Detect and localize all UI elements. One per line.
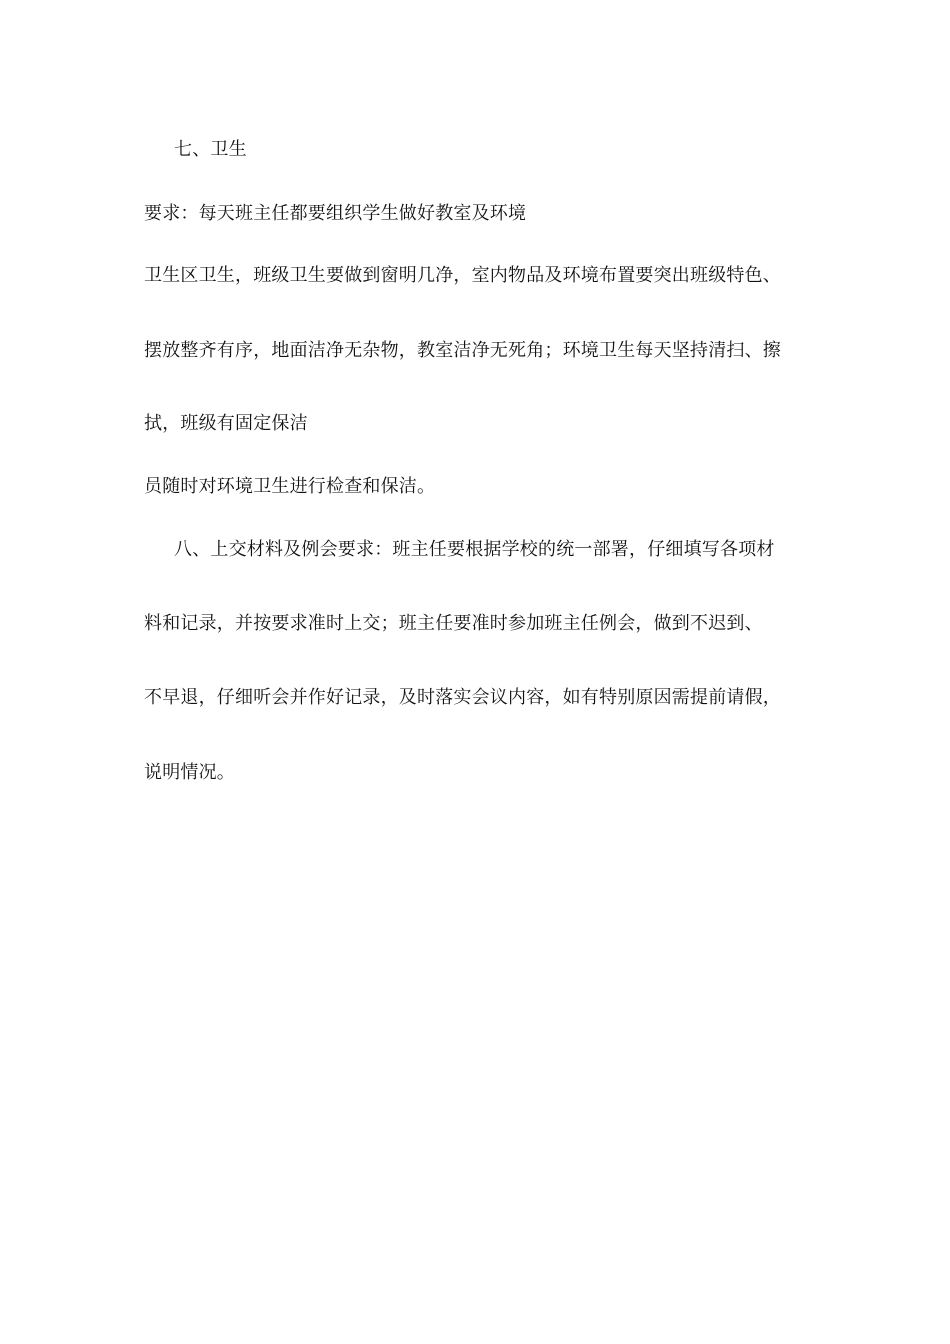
section-7-heading: 七、卫生 bbox=[174, 139, 247, 160]
section-7-line-1: 要求：每天班主任都要组织学生做好教室及环境 bbox=[144, 203, 527, 224]
section-7-line-3: 摆放整齐有序，地面洁净无杂物，教室洁净无死角；环境卫生每天坚持清扫、擦 bbox=[144, 340, 781, 361]
section-7-line-4: 拭，班级有固定保洁 bbox=[144, 413, 308, 434]
section-8-line-4: 说明情况。 bbox=[144, 762, 235, 783]
section-8-line-2: 料和记录，并按要求准时上交；班主任要准时参加班主任例会，做到不迟到、 bbox=[144, 613, 763, 634]
section-8-line-3: 不早退，仔细听会并作好记录，及时落实会议内容，如有特别原因需提前请假， bbox=[144, 687, 781, 708]
section-7-line-5: 员随时对环境卫生进行检查和保洁。 bbox=[144, 476, 436, 497]
section-7-line-2: 卫生区卫生，班级卫生要做到窗明几净，室内物品及环境布置要突出班级特色、 bbox=[144, 265, 781, 286]
section-8-line-1: 八、上交材料及例会要求：班主任要根据学校的统一部署，仔细填写各项材 bbox=[174, 539, 775, 560]
